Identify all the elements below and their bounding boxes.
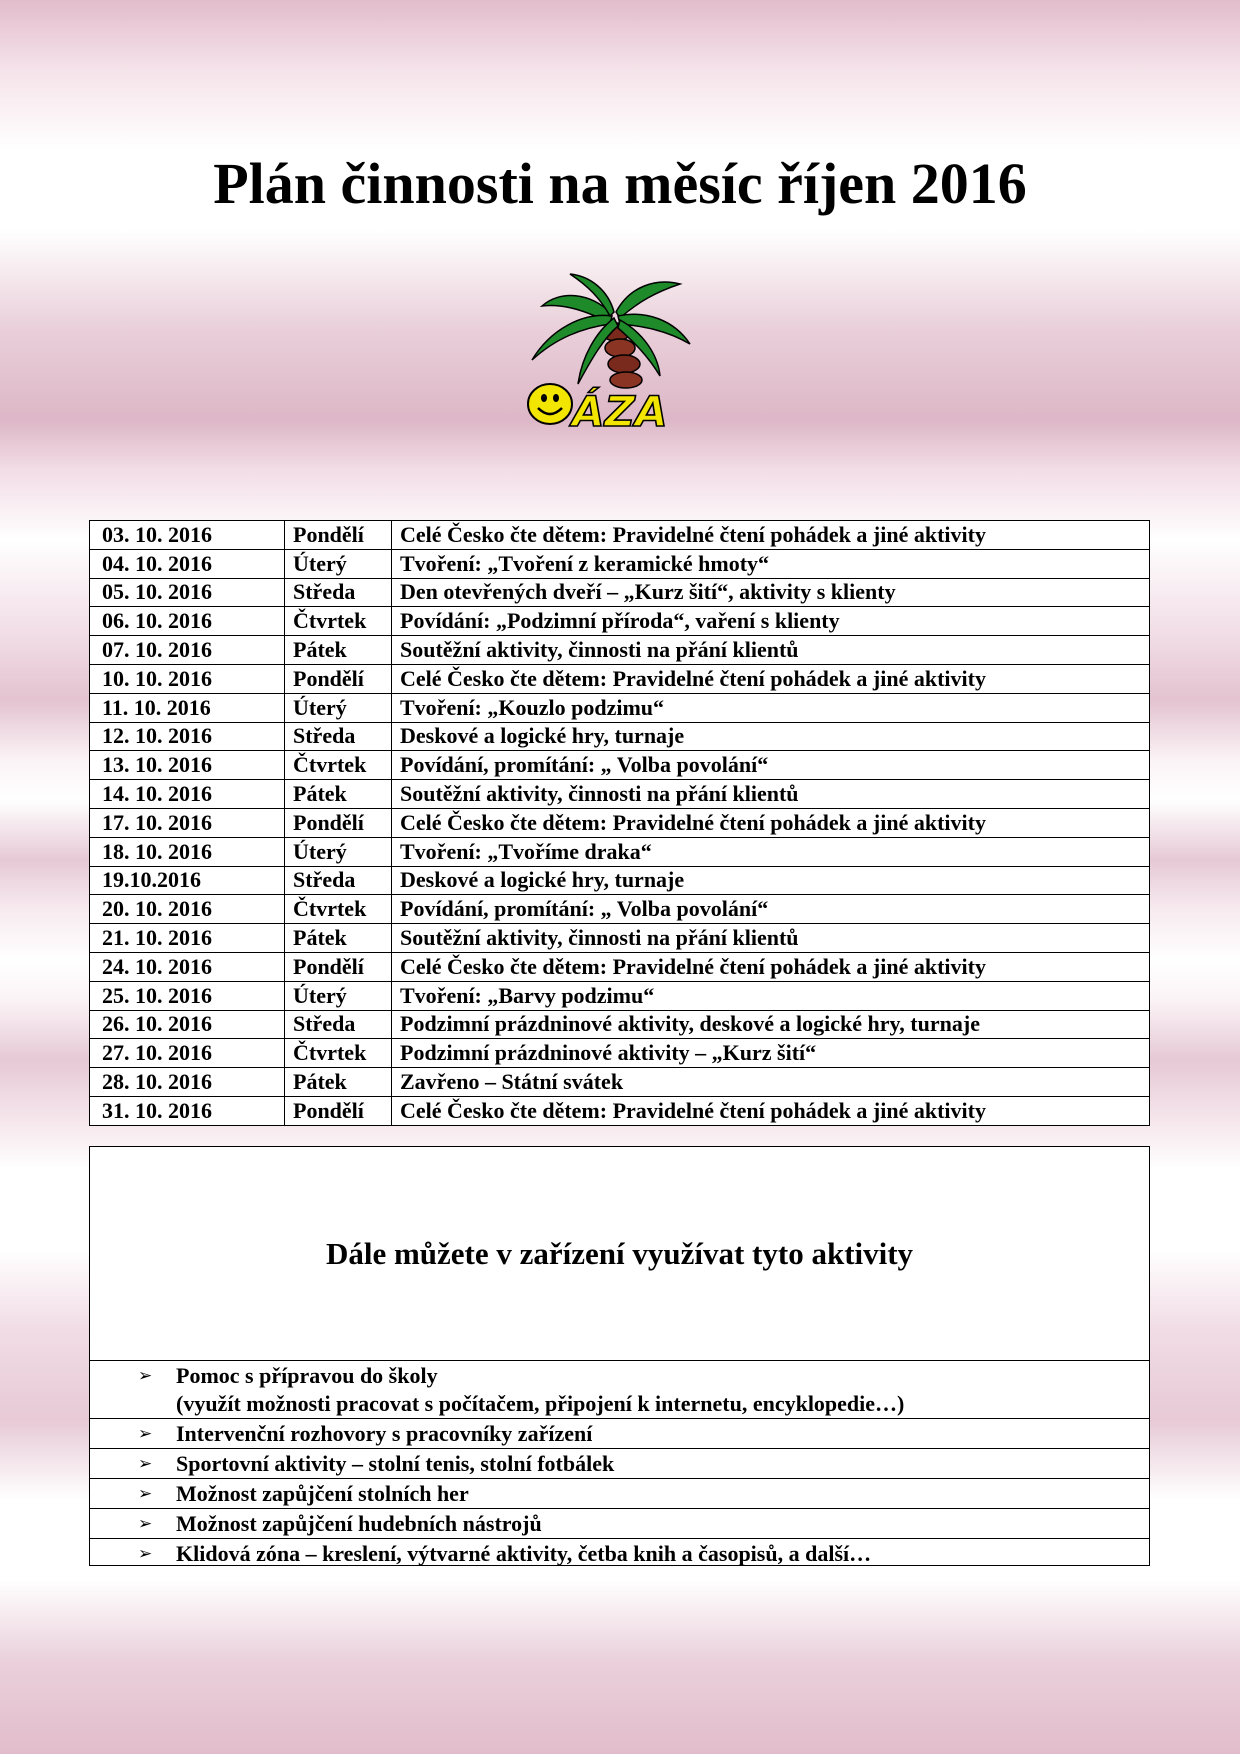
schedule-date: 11. 10. 2016 [90, 693, 285, 722]
schedule-activity: Soutěžní aktivity, činnosti na přání klientů [392, 636, 1150, 665]
schedule-body [90, 521, 1150, 1126]
list-item [90, 1479, 1149, 1509]
schedule-date: 21. 10. 2016 [90, 924, 285, 953]
schedule-day: Pátek [285, 780, 392, 809]
schedule-day: Pátek [285, 924, 392, 953]
logo-text: ÁZA [572, 387, 668, 432]
additional-activities-heading: Dále můžete v zařízení využívat tyto aktivity [90, 1147, 1149, 1361]
schedule-date: 14. 10. 2016 [90, 780, 285, 809]
schedule-row [90, 1096, 1150, 1125]
schedule-activity: Podzimní prázdninové aktivity, deskové a logické hry, turnaje [392, 1010, 1150, 1039]
schedule-activity: Podzimní prázdninové aktivity – „Kurz šití“ [392, 1039, 1150, 1068]
schedule-row [90, 664, 1150, 693]
schedule-day: Pondělí [285, 1096, 392, 1125]
additional-activities-box [89, 1146, 1150, 1566]
palm-tree-smiley-logo [520, 272, 700, 432]
list-item-text-group [176, 1450, 614, 1478]
list-item [90, 1361, 1149, 1419]
schedule-day: Středa [285, 1010, 392, 1039]
schedule-row [90, 578, 1150, 607]
schedule-date: 07. 10. 2016 [90, 636, 285, 665]
schedule-row [90, 895, 1150, 924]
schedule-day: Úterý [285, 981, 392, 1010]
schedule-date: 12. 10. 2016 [90, 722, 285, 751]
schedule-day: Úterý [285, 837, 392, 866]
schedule-date: 10. 10. 2016 [90, 664, 285, 693]
list-item [90, 1539, 1149, 1569]
schedule-activity: Deskové a logické hry, turnaje [392, 866, 1150, 895]
schedule-day: Pondělí [285, 521, 392, 550]
list-item-text-group [176, 1510, 542, 1538]
arrow-bullet-icon: ➢ [138, 1454, 153, 1474]
smiley-face-icon [528, 384, 572, 424]
schedule-activity: Den otevřených dveří – „Kurz šití“, aktivity s klienty [392, 578, 1150, 607]
schedule-activity: Zavřeno – Státní svátek [392, 1068, 1150, 1097]
list-item [90, 1419, 1149, 1449]
schedule-day: Pátek [285, 1068, 392, 1097]
schedule-activity: Celé Česko čte dětem: Pravidelné čtení pohádek a jiné aktivity [392, 808, 1150, 837]
schedule-activity: Tvoření: „Kouzlo podzimu“ [392, 693, 1150, 722]
arrow-bullet-icon: ➢ [138, 1424, 153, 1444]
list-item-text-group [176, 1480, 469, 1508]
schedule-activity: Povídání: „Podzimní příroda“, vaření s klienty [392, 607, 1150, 636]
schedule-activity: Tvoření: „Tvoříme draka“ [392, 837, 1150, 866]
schedule-day: Středa [285, 722, 392, 751]
list-item-text: Možnost zapůjčení stolních her [176, 1481, 469, 1506]
schedule-date: 06. 10. 2016 [90, 607, 285, 636]
schedule-row [90, 751, 1150, 780]
schedule-date: 26. 10. 2016 [90, 1010, 285, 1039]
schedule-row [90, 693, 1150, 722]
list-item-subtext: (využít možnosti pracovat s počítačem, připojení k internetu, encyklopedie…) [176, 1391, 905, 1416]
schedule-activity: Soutěžní aktivity, činnosti na přání klientů [392, 780, 1150, 809]
list-item-text-group [176, 1420, 592, 1448]
schedule-activity: Deskové a logické hry, turnaje [392, 722, 1150, 751]
schedule-activity: Celé Česko čte dětem: Pravidelné čtení pohádek a jiné aktivity [392, 664, 1150, 693]
schedule-row [90, 808, 1150, 837]
schedule-day: Čtvrtek [285, 751, 392, 780]
list-item-text: Pomoc s přípravou do školy [176, 1363, 438, 1388]
schedule-day: Čtvrtek [285, 607, 392, 636]
schedule-activity: Soutěžní aktivity, činnosti na přání klientů [392, 924, 1150, 953]
schedule-activity: Povídání, promítání: „ Volba povolání“ [392, 895, 1150, 924]
schedule-date: 31. 10. 2016 [90, 1096, 285, 1125]
schedule-day: Čtvrtek [285, 1039, 392, 1068]
list-item-text: Klidová zóna – kreslení, výtvarné aktivity, četba knih a časopisů, a další… [176, 1541, 872, 1566]
schedule-activity: Celé Česko čte dětem: Pravidelné čtení pohádek a jiné aktivity [392, 952, 1150, 981]
schedule-date: 18. 10. 2016 [90, 837, 285, 866]
schedule-date: 04. 10. 2016 [90, 549, 285, 578]
schedule-row [90, 837, 1150, 866]
schedule-row [90, 1010, 1150, 1039]
list-item [90, 1509, 1149, 1539]
schedule-date: 03. 10. 2016 [90, 521, 285, 550]
arrow-bullet-icon: ➢ [138, 1514, 153, 1534]
schedule-activity: Povídání, promítání: „ Volba povolání“ [392, 751, 1150, 780]
schedule-day: Úterý [285, 693, 392, 722]
schedule-activity: Tvoření: „Barvy podzimu“ [392, 981, 1150, 1010]
schedule-activity: Celé Česko čte dětem: Pravidelné čtení pohádek a jiné aktivity [392, 1096, 1150, 1125]
list-item-text: Intervenční rozhovory s pracovníky zařízení [176, 1421, 593, 1446]
schedule-row [90, 1039, 1150, 1068]
list-item-text: Sportovní aktivity – stolní tenis, stolní fotbálek [176, 1451, 615, 1476]
schedule-date: 24. 10. 2016 [90, 952, 285, 981]
page-title: Plán činnosti na měsíc říjen 2016 [213, 151, 1027, 216]
list-item-text-group [176, 1362, 904, 1418]
arrow-bullet-icon: ➢ [138, 1484, 153, 1504]
schedule-row [90, 722, 1150, 751]
schedule-date: 20. 10. 2016 [90, 895, 285, 924]
schedule-row [90, 1068, 1150, 1097]
schedule-row [90, 607, 1150, 636]
schedule-day: Pondělí [285, 952, 392, 981]
schedule-activity: Tvoření: „Tvoření z keramické hmoty“ [392, 549, 1150, 578]
schedule-row [90, 780, 1150, 809]
schedule-date: 13. 10. 2016 [90, 751, 285, 780]
arrow-bullet-icon: ➢ [138, 1366, 153, 1386]
schedule-day: Čtvrtek [285, 895, 392, 924]
arrow-bullet-icon: ➢ [138, 1544, 153, 1564]
schedule-row [90, 866, 1150, 895]
list-item-text: Možnost zapůjčení hudebních nástrojů [176, 1511, 542, 1536]
schedule-date: 25. 10. 2016 [90, 981, 285, 1010]
list-item-text-group [176, 1540, 871, 1569]
schedule-date: 05. 10. 2016 [90, 578, 285, 607]
list-item [90, 1449, 1149, 1479]
schedule-date: 27. 10. 2016 [90, 1039, 285, 1068]
schedule-day: Středa [285, 866, 392, 895]
schedule-row [90, 549, 1150, 578]
schedule-row [90, 952, 1150, 981]
additional-activities-list [90, 1361, 1149, 1569]
schedule-date: 17. 10. 2016 [90, 808, 285, 837]
schedule-row [90, 981, 1150, 1010]
schedule-date: 19.10.2016 [90, 866, 285, 895]
schedule-day: Středa [285, 578, 392, 607]
schedule-row [90, 636, 1150, 665]
schedule-day: Pátek [285, 636, 392, 665]
schedule-day: Úterý [285, 549, 392, 578]
schedule-row [90, 521, 1150, 550]
schedule-day: Pondělí [285, 808, 392, 837]
schedule-day: Pondělí [285, 664, 392, 693]
schedule-activity: Celé Česko čte dětem: Pravidelné čtení pohádek a jiné aktivity [392, 521, 1150, 550]
schedule-row [90, 924, 1150, 953]
activity-schedule-table [89, 520, 1150, 1126]
schedule-date: 28. 10. 2016 [90, 1068, 285, 1097]
